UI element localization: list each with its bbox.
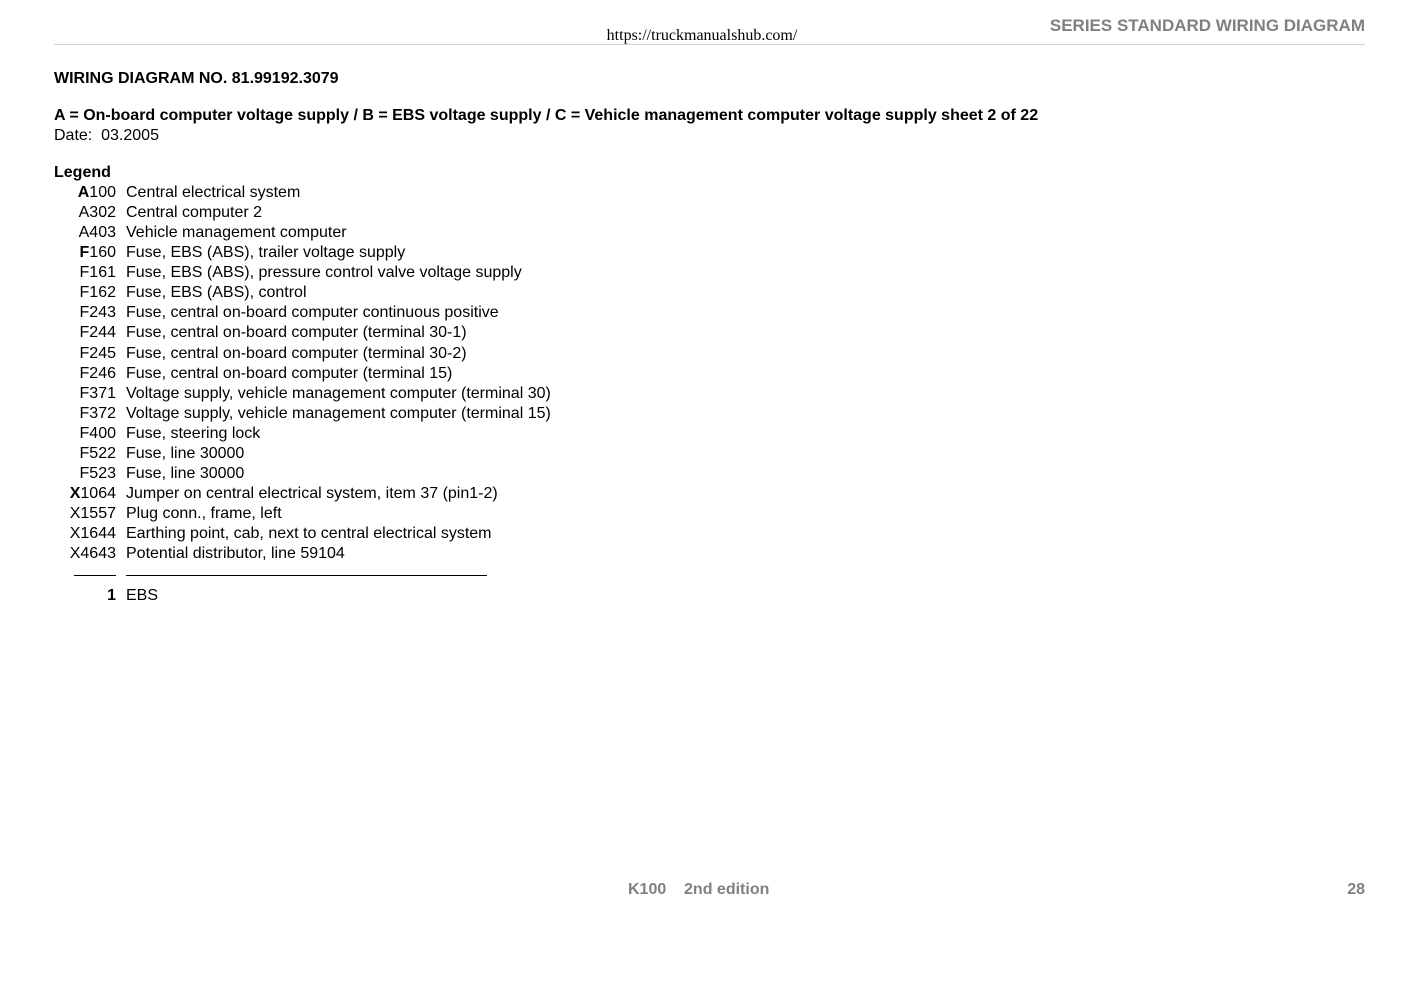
separator-code-line [74,575,116,576]
legend-item-description: Voltage supply, vehicle management computer (terminal 30) [126,384,551,402]
legend-item-code [54,364,116,384]
legend-item-code [54,344,116,364]
legend-item-description: Central computer 2 [126,204,263,222]
legend-heading: Legend [54,164,111,181]
legend-item-code-prefix: A [77,184,90,201]
legend-item-code-prefix: X [69,484,81,502]
legend-item-description: Central electrical system [126,184,301,201]
legend-item-code [54,404,116,424]
separator-description-line [126,575,487,576]
legend-item-code [54,283,116,303]
legend-separator [54,572,494,578]
legend-item [54,524,551,544]
legend-item [54,323,551,343]
footer-edition: K100 2nd edition [628,881,770,898]
legend-item [54,263,551,283]
legend-item-description: Fuse, central on-board computer (terminal 30-1) [126,324,467,342]
diagram-date: Date: 03.2005 [54,127,159,144]
legend-item-description: Fuse, steering lock [126,424,261,442]
diagram-subtitle: A = On-board computer voltage supply / B = EBS voltage supply / C = Vehicle management computer voltage supply sheet 2 of 22 [54,107,1039,124]
legend-item-code-number: F400 [79,424,116,442]
legend-item-code-number: X4643 [69,545,116,563]
legend-item-code [54,524,116,544]
legend-item [54,424,551,444]
legend-item-code-number: 100 [89,184,116,201]
legend-item [54,183,551,203]
legend-item-code [54,243,116,263]
legend-item-description: Fuse, central on-board computer (terminal 30-2) [126,344,467,362]
legend-item [54,544,551,564]
legend-item-code-number: F161 [79,264,116,282]
legend-item-code [54,504,116,524]
legend-item [54,344,551,364]
legend-item-description: Fuse, line 30000 [126,464,245,482]
legend-item [54,203,551,223]
legend-item-description: Jumper on central electrical system, item 37 (pin1-2) [126,484,498,502]
page-number: 28 [1347,881,1365,898]
legend-item-code [54,323,116,343]
legend-item-description: Voltage supply, vehicle management computer (terminal 15) [126,404,551,422]
legend-item-code [54,544,116,564]
note-text: EBS [126,587,159,604]
legend-item-code-number: F522 [79,444,116,462]
legend-item-code [54,263,116,283]
legend-item [54,404,551,424]
legend-item [54,283,551,303]
legend-item-description: Vehicle management computer [126,224,347,242]
legend-item-code-number: A302 [78,204,116,222]
legend-item-code [54,303,116,323]
legend-item-code-number: X1557 [69,505,116,522]
legend-item-code-number: 1064 [80,484,116,502]
legend-item [54,303,551,323]
legend-item-code-number: F245 [79,344,116,362]
legend-item-code [54,223,116,243]
note-number: 1 [107,587,116,604]
legend-item-code [54,424,116,444]
legend-item-description: Fuse, EBS (ABS), pressure control valve voltage supply [126,264,522,282]
source-url: https://truckmanualshub.com/ [606,27,798,44]
legend-item-code [54,183,116,203]
legend-item-code-number: F523 [79,464,116,482]
legend-list [54,183,551,564]
legend-item-code-number: F244 [79,324,116,342]
legend-item-code-number: 160 [89,244,116,262]
legend-item-code [54,203,116,223]
legend-item [54,223,551,243]
legend-item-description: Fuse, central on-board computer continuous positive [126,304,499,322]
legend-item [54,243,551,263]
legend-item [54,384,551,404]
legend-item-code [54,464,116,484]
legend-item-description: Fuse, EBS (ABS), trailer voltage supply [126,244,406,262]
legend-item-code [54,384,116,404]
legend-item-description: Plug conn., frame, left [126,505,282,522]
legend-item-code-number: F246 [79,364,116,382]
legend-item [54,364,551,384]
legend-item-code-number: F371 [79,384,116,402]
legend-item-description: Fuse, EBS (ABS), control [126,284,307,302]
legend-item-description: Fuse, line 30000 [126,444,245,462]
legend-item-code-prefix: F [79,244,90,262]
legend-item-code-number: X1644 [69,525,116,543]
legend-item [54,504,551,524]
legend-item-description: Fuse, central on-board computer (terminal 15) [126,364,453,382]
legend-item-description: Earthing point, cab, next to central electrical system [126,525,492,543]
legend-item-code [54,444,116,464]
legend-item [54,464,551,484]
legend-item-code-number: F162 [79,284,116,302]
legend-item-code-number: A403 [78,224,116,242]
diagram-title: WIRING DIAGRAM NO. 81.99192.3079 [54,70,339,87]
legend-item-code-number: F243 [79,304,116,322]
legend-item [54,484,551,504]
legend-item-code [54,484,116,504]
section-title: SERIES STANDARD WIRING DIAGRAM [1049,16,1365,35]
legend-item-code-number: F372 [79,404,116,422]
legend-item-description: Potential distributor, line 59104 [126,545,345,563]
legend-item [54,444,551,464]
legend-note [54,586,158,606]
